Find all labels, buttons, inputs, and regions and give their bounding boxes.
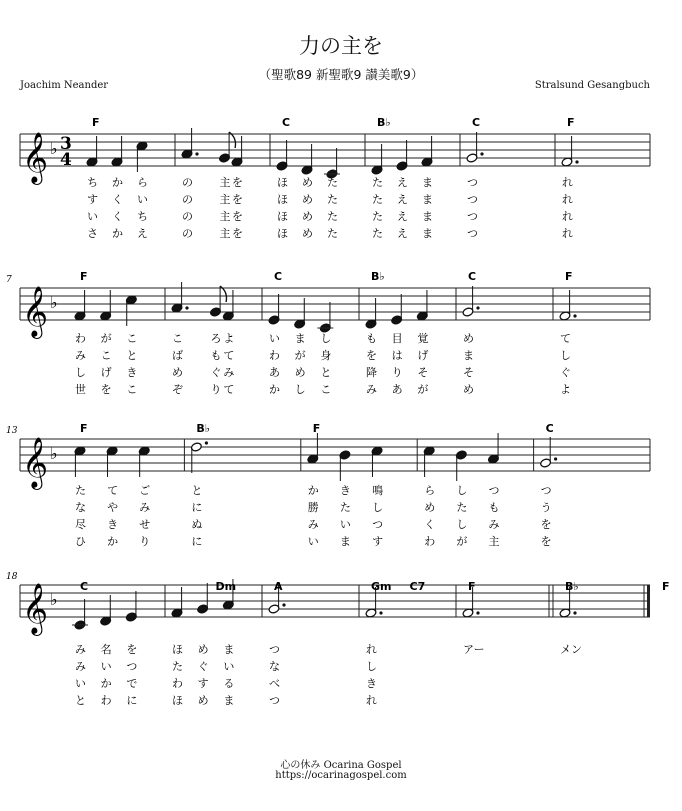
note-dot (573, 314, 576, 317)
chord-symbol: B♭ (565, 580, 579, 593)
lyric-syllable: が (100, 332, 112, 345)
lyric-syllable: て (560, 332, 571, 345)
lyric-syllable: か (100, 677, 112, 690)
lyric-syllable: す (197, 677, 209, 690)
chord-symbol: B♭ (377, 116, 391, 129)
lyric-syllable: い (100, 660, 112, 673)
lyric-syllable: み (75, 660, 86, 673)
lyric-syllable: た (327, 227, 338, 240)
lyric-syllable: め (302, 176, 313, 189)
lyric-syllable: め (172, 366, 183, 379)
lyric-syllable: め (302, 227, 313, 240)
lyric-syllable: つ (467, 176, 478, 189)
lyric-syllable: こ (172, 332, 183, 345)
footer-site-name: 心の休み Ocarina Gospel (280, 760, 402, 771)
lyric-syllable: ご (139, 484, 151, 497)
lyric-syllable: わ (75, 332, 86, 345)
lyric-syllable: に (191, 501, 203, 514)
chord-symbol: Dm (215, 580, 237, 593)
lyric-syllable: 鳴 (372, 484, 384, 497)
lyric-syllable: す (372, 535, 384, 548)
lyric-syllable: さ (87, 227, 98, 240)
lyric-syllable: く (112, 193, 123, 206)
lyric-syllable: め (302, 210, 313, 223)
time-signature-top: 3 (60, 134, 72, 154)
lyric-syllable: み (366, 383, 377, 396)
note-dot (282, 603, 285, 606)
lyric-syllable: ま (422, 193, 433, 206)
lyric-syllable: み (75, 349, 86, 362)
lyric-syllable: み (223, 366, 235, 379)
lyric-syllable: か (107, 535, 119, 548)
lyric-syllable: う (540, 501, 552, 514)
lyric-syllable: い (339, 518, 351, 531)
lyric-syllable: し (456, 484, 468, 497)
lyric-syllable: り (139, 535, 151, 548)
song-title: 力の主を (299, 34, 383, 58)
lyric-syllable: 覚 (417, 332, 429, 345)
lyric-syllable: た (339, 501, 351, 514)
measure-number: 13 (6, 426, 18, 436)
lyric-syllable: れ (562, 193, 573, 206)
lyric-syllable: ひ (75, 535, 86, 548)
lyric-syllable: た (327, 176, 338, 189)
lyric-syllable: み (307, 518, 319, 531)
lyric-syllable: こ (126, 383, 138, 396)
lyric-syllable: べ (269, 677, 280, 690)
lyric-syllable: 名 (100, 643, 112, 656)
lyric-syllable: く (112, 210, 123, 223)
lyric-syllable: つ (488, 484, 500, 497)
lyric-syllable: と (191, 484, 203, 497)
lyric-syllable: め (294, 366, 306, 379)
lyric-syllable: ま (223, 643, 235, 656)
lyric-syllable: ま (339, 535, 351, 548)
lyric-syllable: は (391, 349, 403, 362)
note-dot (205, 441, 208, 444)
lyric-syllable: ば (172, 349, 183, 362)
lyric-syllable: み (488, 518, 500, 531)
lyric-syllable: あ (391, 383, 403, 396)
note-dot (575, 160, 578, 163)
lyric-syllable: そ (417, 366, 429, 379)
lyric-syllable: よ (560, 383, 571, 396)
lyric-syllable: を (540, 518, 552, 531)
lyric-syllable: こ (100, 349, 112, 362)
lyric-syllable: ほ (277, 193, 288, 206)
lyric-syllable: て (107, 484, 119, 497)
lyric-syllable: 主 (219, 210, 231, 223)
lyric-syllable: た (75, 484, 86, 497)
chord-symbol: C (282, 116, 291, 129)
lyric-syllable: み (139, 501, 151, 514)
lyric-syllable: き (339, 484, 351, 497)
lyric-syllable: し (456, 518, 468, 531)
lyric-syllable: 主 (219, 227, 231, 240)
lyric-syllable: い (137, 193, 148, 206)
lyric-syllable: ま (422, 210, 433, 223)
chord-symbol: F (80, 422, 88, 435)
lyric-syllable: が (294, 349, 306, 362)
lyric-syllable: を (232, 227, 243, 240)
lyric-syllable: れ (562, 210, 573, 223)
lyric-syllable: 主 (219, 176, 231, 189)
lyric-syllable: を (232, 176, 243, 189)
lyric-syllable: ほ (277, 176, 288, 189)
lyric-syllable: つ (467, 227, 478, 240)
lyric-syllable: メン (560, 643, 582, 656)
lyric-syllable: め (197, 643, 209, 656)
lyric-syllable: つ (126, 660, 138, 673)
lyric-syllable: き (366, 677, 377, 690)
treble-clef-icon: 𝄞 (22, 437, 49, 488)
lyric-syllable: の (182, 193, 193, 206)
lyric-syllable: 主 (488, 535, 500, 548)
lyric-syllable: た (172, 660, 183, 673)
lyric-syllable: を (126, 643, 138, 656)
staff-system (6, 422, 650, 548)
lyric-syllable: か (307, 484, 319, 497)
note-dot (185, 306, 188, 309)
lyric-syllable: た (456, 501, 468, 514)
lyric-syllable: い (75, 677, 86, 690)
lyric-syllable: え (397, 210, 408, 223)
lyric-syllable: し (320, 332, 332, 345)
lyric-syllable: わ (269, 349, 280, 362)
lyric-syllable: げ (100, 366, 112, 379)
measure-number: 7 (6, 275, 12, 285)
lyric-syllable: 身 (320, 349, 332, 362)
staff-system (20, 116, 650, 240)
lyric-syllable: し (372, 501, 384, 514)
lyric-syllable: を (100, 383, 112, 396)
lyric-syllable: ほ (277, 210, 288, 223)
lyric-syllable: え (397, 176, 408, 189)
lyric-syllable: の (182, 176, 193, 189)
lyric-syllable: あ (269, 366, 280, 379)
lyric-syllable: か (269, 383, 280, 396)
note-dot (480, 152, 483, 155)
lyric-syllable: た (327, 193, 338, 206)
lyric-syllable: い (307, 535, 319, 548)
lyric-syllable: し (560, 349, 571, 362)
lyric-syllable: み (75, 643, 86, 656)
chord-symbol: C (472, 116, 481, 129)
lyric-syllable: え (137, 227, 148, 240)
lyric-syllable: き (126, 366, 138, 379)
treble-clef-icon: 𝄞 (22, 132, 49, 183)
lyric-syllable: か (112, 176, 123, 189)
lyric-syllable: い (87, 210, 98, 223)
chord-symbol: F (312, 422, 321, 435)
lyric-syllable: も (366, 332, 377, 345)
lyric-syllable: ほ (277, 227, 288, 240)
song-subtitle: （聖歌89 新聖歌9 讃美歌9） (258, 67, 424, 82)
lyric-syllable: を (232, 210, 243, 223)
lyric-syllable: い (223, 660, 235, 673)
lyric-syllable: も (210, 349, 222, 362)
lyric-syllable: め (197, 694, 209, 707)
lyric-syllable: る (223, 677, 235, 690)
lyric-syllable: わ (172, 677, 183, 690)
staff-system (6, 572, 670, 707)
chord-symbol: B♭ (196, 422, 210, 435)
lyric-syllable: に (191, 535, 203, 548)
staff-system (6, 270, 650, 396)
lyric-syllable: せ (139, 518, 151, 531)
lyric-syllable: ま (463, 349, 474, 362)
lyric-syllable: も (488, 501, 500, 514)
chord-symbol: F (92, 116, 100, 129)
treble-clef-icon: 𝄞 (22, 583, 49, 634)
lyric-syllable: 目 (391, 332, 403, 345)
chord-symbol: Gm (371, 580, 392, 593)
lyric-syllable: え (397, 193, 408, 206)
lyric-syllable: き (107, 518, 119, 531)
lyric-syllable: こ (126, 332, 138, 345)
note-dot (195, 152, 198, 155)
key-signature-flat: ♭ (50, 444, 58, 463)
lyric-syllable: ほ (172, 694, 183, 707)
lyric-syllable: か (112, 227, 123, 240)
lyric-syllable: を (232, 193, 243, 206)
key-signature-flat: ♭ (50, 590, 58, 609)
lyric-syllable: わ (100, 694, 112, 707)
lyric-syllable: 主 (219, 193, 231, 206)
lyric-syllable: ま (223, 694, 235, 707)
chord-symbol: F (565, 270, 573, 283)
chord-symbol: F (567, 116, 575, 129)
lyric-syllable: と (320, 366, 332, 379)
note-dot (476, 611, 479, 614)
chord-symbol: C7 (409, 580, 426, 593)
lyric-syllable: つ (269, 643, 280, 656)
lyric-syllable: アー (463, 643, 485, 656)
lyric-syllable: げ (417, 349, 429, 362)
lyric-syllable: ら (424, 484, 436, 497)
lyric-syllable: そ (463, 366, 474, 379)
lyric-syllable: め (302, 193, 313, 206)
lyric-syllable: れ (366, 643, 377, 656)
lyric-syllable: ま (422, 176, 433, 189)
chord-symbol: A (274, 580, 283, 593)
chord-symbol: C (274, 270, 283, 283)
lyric-syllable: な (269, 660, 280, 673)
lyric-syllable: や (107, 501, 119, 514)
note-dot (379, 611, 382, 614)
lyric-syllable: ろ (210, 332, 222, 345)
lyric-syllable: ぐ (210, 366, 222, 379)
lyric-syllable: に (126, 694, 138, 707)
lyric-syllable: た (372, 193, 383, 206)
lyric-syllable: ほ (172, 643, 183, 656)
lyric-syllable: つ (467, 193, 478, 206)
lyric-syllable: ぬ (191, 518, 203, 531)
lyric-syllable: ま (422, 227, 433, 240)
lyric-syllable: し (294, 383, 306, 396)
lyric-syllable: が (456, 535, 468, 548)
lyric-syllable: な (75, 501, 86, 514)
lyric-syllable: つ (372, 518, 384, 531)
lyric-syllable: ぐ (197, 660, 209, 673)
lyric-syllable: て (223, 349, 235, 362)
chord-symbol: C (80, 580, 89, 593)
lyric-syllable: わ (424, 535, 436, 548)
note-dot (476, 306, 479, 309)
source-credit: Stralsund Gesangbuch (534, 80, 650, 91)
lyric-syllable: い (269, 332, 280, 345)
lyric-syllable: ち (137, 210, 148, 223)
lyric-syllable: の (182, 210, 193, 223)
lyric-syllable: し (75, 366, 86, 379)
lyric-syllable: こ (320, 383, 332, 396)
lyric-syllable: で (126, 677, 138, 690)
lyric-syllable: 尽 (75, 518, 86, 531)
lyric-syllable: め (463, 383, 474, 396)
lyric-syllable: の (182, 227, 193, 240)
lyric-syllable: ぞ (172, 383, 183, 396)
lyric-syllable: つ (269, 694, 280, 707)
lyric-syllable: を (366, 349, 377, 362)
lyric-syllable: が (417, 383, 429, 396)
lyric-syllable: と (126, 349, 138, 362)
lyric-syllable: た (372, 210, 383, 223)
chord-symbol: C (545, 422, 554, 435)
note-dot (573, 611, 576, 614)
footer-url[interactable]: https://ocarinagospel.com (275, 770, 407, 781)
key-signature-flat: ♭ (50, 139, 58, 158)
chord-symbol: F (80, 270, 88, 283)
lyric-syllable: れ (562, 176, 573, 189)
lyric-syllable: て (223, 383, 235, 396)
chord-symbol: F (662, 580, 670, 593)
lyric-syllable: れ (366, 694, 377, 707)
lyric-syllable: ぐ (560, 366, 571, 379)
lyric-syllable: を (540, 535, 552, 548)
lyric-syllable: つ (467, 210, 478, 223)
lyric-syllable: よ (223, 332, 235, 345)
composer-credit: Joachim Neander (20, 80, 109, 91)
chord-symbol: B♭ (371, 270, 385, 283)
lyric-syllable: り (391, 366, 403, 379)
key-signature-flat: ♭ (50, 293, 58, 312)
lyric-syllable: 勝 (307, 501, 319, 514)
lyric-syllable: め (463, 332, 474, 345)
lyric-syllable: す (87, 193, 98, 206)
lyric-syllable: め (424, 501, 436, 514)
chord-symbol: C (468, 270, 477, 283)
lyric-syllable: え (397, 227, 408, 240)
note-dot (554, 457, 557, 460)
lyric-syllable: ら (137, 176, 148, 189)
lyric-syllable: く (424, 518, 436, 531)
lyric-syllable: た (327, 210, 338, 223)
lyric-syllable: 降 (366, 366, 377, 379)
lyric-syllable: 世 (75, 383, 86, 396)
lyric-syllable: し (366, 660, 377, 673)
lyric-syllable: と (75, 694, 86, 707)
lyric-syllable: つ (540, 484, 552, 497)
lyric-syllable: た (372, 227, 383, 240)
time-signature-bottom: 4 (60, 150, 72, 170)
chord-symbol: F (468, 580, 476, 593)
lyric-syllable: ま (294, 332, 306, 345)
lyric-syllable: た (372, 176, 383, 189)
lyric-syllable: れ (562, 227, 573, 240)
lyric-syllable: り (210, 383, 222, 396)
lyric-syllable: ち (87, 176, 98, 189)
measure-number: 18 (6, 572, 18, 582)
treble-clef-icon: 𝄞 (22, 286, 49, 337)
final-barline (647, 585, 650, 617)
